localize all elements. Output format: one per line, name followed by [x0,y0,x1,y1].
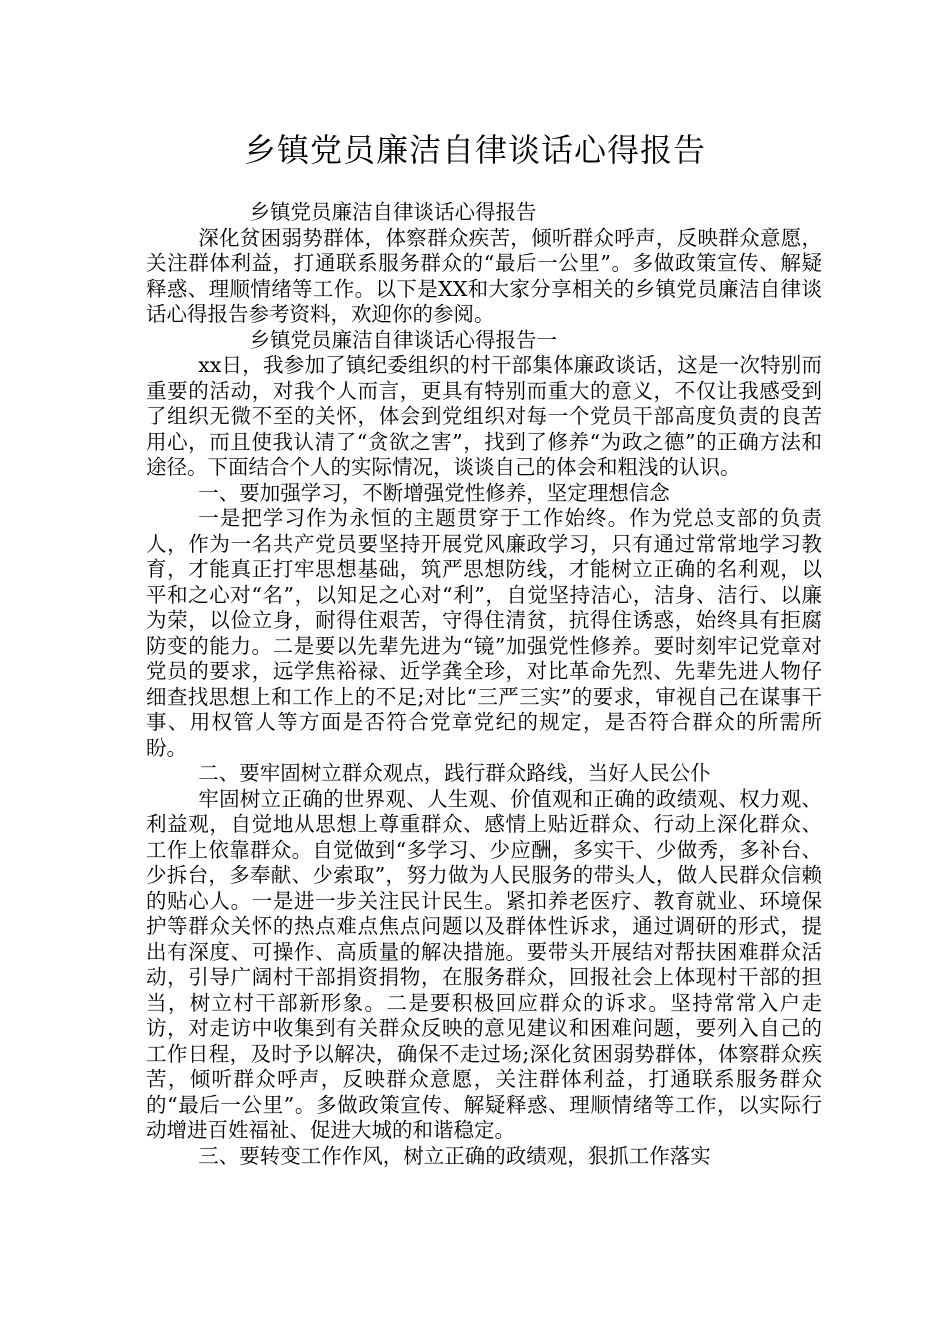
point-heading: 二、要牢固树立群众观点，践行群众路线，当好人民公仆 [198,761,711,785]
document-body [146,200,822,1169]
document-title: 乡镇党员廉洁自律谈话心得报告 [243,131,706,169]
section-heading: 乡镇党员廉洁自律谈话心得报告一 [249,327,558,352]
body-paragraph: xx日，我参加了镇纪委组织的村干部集体廉政谈话，这是一次特别而重要的活动，对我个人而言，更具有特别而重大的意义，不仅让我感受到了组织无微不至的关怀，体会到党组织对每一个党员干部高度负责的良苦用心，而且使我认清了“贪欲之害”，找到了修养“为政之德”的正确方法和途径。下面结合个人的实际情况，谈谈自己的体会和粗浅的认识。 [146,353,822,479]
subtitle-paragraph: 乡镇党员廉洁自律谈话心得报告 [249,200,537,224]
body-paragraph: 牢固树立正确的世界观、人生观、价值观和正确的政绩观、权力观、利益观，自觉地从思想上尊重群众、感情上贴近群众、行动上深化群众、工作上依靠群众。自觉做到“多学习、少应酬，多实干、少做秀，多补台、少拆台，多奉献、少索取”，努力做为人民服务的带头人，做人民群众信赖的贴心人。一是进一步关注民计民生。紧扣养老医疗、教育就业、环境保护等群众关怀的热点难点焦点问题以及群体性诉求，通过调研的形式，提出有深度、可操作、高质量的解决措施。要带头开展结对帮扶困难群众活动，引导广阔村干部捐资捐物，在服务群众，回报社会上体现村干部的担当，树立村干部新形象。二是要积极回应群众的诉求。坚持常常入户走访，对走访中收集到有关群众反映的意见建议和困难问题，要列入自己的工作日程，及时予以解决，确保不走过场;深化贫困弱势群体，体察群众疾苦，倾听群众呼声，反映群众意愿，关注群体利益，打通联系服务群众的“最后一公里”。多做政策宣传、解疑释惑、理顺情绪等工作，以实际行动增进百姓福祉、促进大城的和谐稳定。 [146,786,822,1142]
point-heading: 一、要加强学习，不断增强党性修养，坚定理想信念 [198,480,670,505]
point-heading: 三、要转变工作作风，树立正确的政绩观，狠抓工作落实 [198,1143,711,1168]
body-paragraph: 一是把学习作为永恒的主题贯穿于工作始终。作为党总支部的负责人，作为一名共产党员要坚持开展党风廉政学习，只有通过常常地学习教育，才能真正打牢思想基础，筑严思想防线，才能树立正确的名利观，以平和之心对“名”，以知足之心对“利”，自觉坚持洁心，洁身、洁行、以廉为荣，以俭立身，耐得住艰苦，守得住清贫，抗得住诱惑，始终具有拒腐防变的能力。二是要以先辈先进为“镜”加强党性修养。要时刻牢记党章对党员的要求，远学焦裕禄、近学龚全珍，对比革命先烈、先辈先进人物仔细查找思想上和工作上的不足;对比“三严三实”的要求，审视自己在谋事干事、用权管人等方面是否符合党章党纪的规定，是否符合群众的所需所盼。 [146,506,822,760]
intro-paragraph: 深化贫困弱势群体，体察群众疾苦，倾听群众呼声，反映群众意愿，关注群体利益，打通联系服务群众的“最后一公里”。多做政策宣传、解疑释惑、理顺情绪等工作。以下是XX和大家分享相关的乡镇党员廉洁自律谈话心得报告参考资料，欢迎你的参阅。 [146,225,822,326]
